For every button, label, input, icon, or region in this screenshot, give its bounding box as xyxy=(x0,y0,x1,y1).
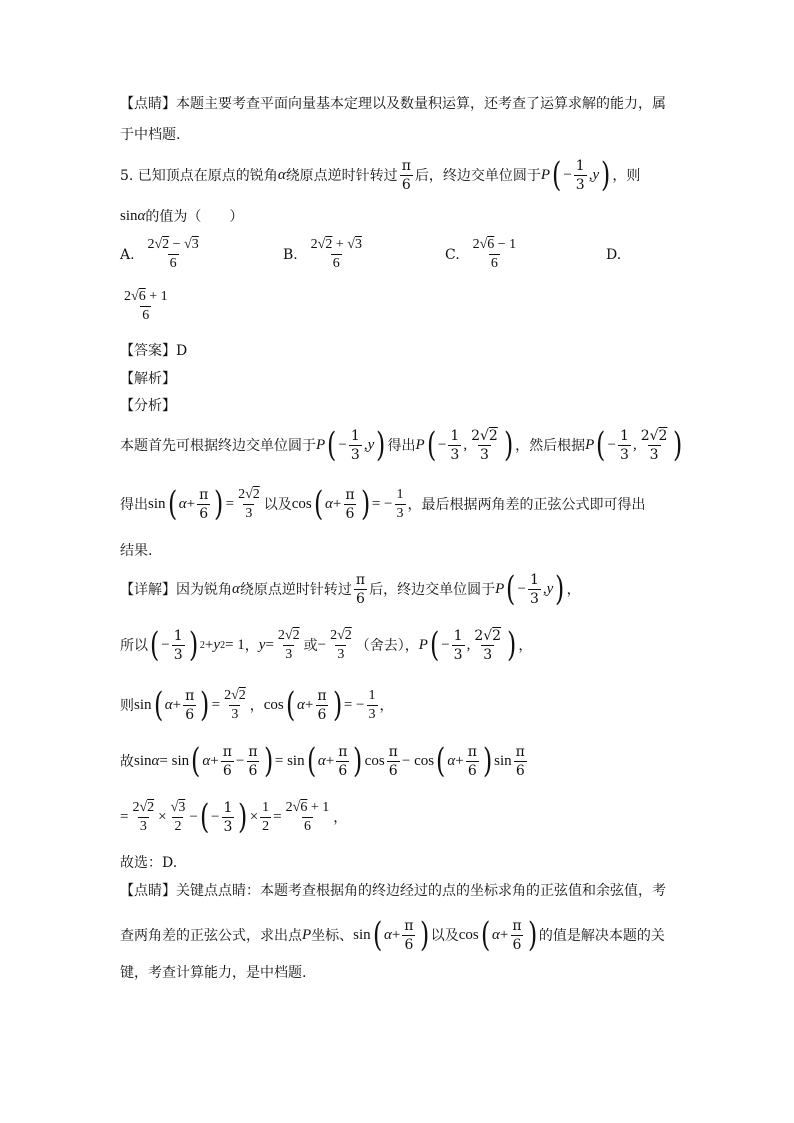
answer-line: 【答案】D xyxy=(120,343,188,359)
detail-conclusion: 故选：D. xyxy=(120,855,178,871)
option-c: C. $\frac{2√6 - 1}{6}$ xyxy=(445,237,517,271)
note2-line-2: 查两角差的正弦公式，求出点 P 坐标、 sin ( α + $\frac{\pi}{6}$ ) 以及 cos ( α + $\frac{\pi}{6}$ ) 的值是解决本题的关 xyxy=(120,915,665,955)
detail-line-1: 【详解】因为锐角 α 绕原点逆时针转过 $\frac{\pi}{6}$ 后，终边交单位圆于 P ( − $\frac{1}{3}$ , y ) ， xyxy=(120,569,581,609)
detail-line-3: 则 sin ( α + $\frac{\pi}{6}$ ) = $\frac{2√2}{3}$ ， cos ( α + $\frac{\pi}{6}$ ) = − $\frac{1}{3}$ ， xyxy=(120,685,394,725)
detail-line-2: 所以 ( − $\frac{1}{3}$ ) 2 + y 2 = 1 ， y = $\frac{2√2}{3}$ 或 − $\frac{2√2}{3}$ （舍去）， P ( − $\frac{1}{3}$ , $\frac{2√2}{3}$ ) ， xyxy=(120,625,533,665)
option-a: A. $\frac{2√2 - √3}{6}$ xyxy=(120,237,199,271)
note2-line-1: 【点睛】关键点点睛：本题考查根据角的终边经过的点的坐标求角的正弦值和余弦值，考 xyxy=(120,883,666,899)
question-5-line-2: sin α 的值为（ ） xyxy=(120,207,244,225)
detail-line-4: 故 sin α = sin ( α + $\frac{\pi}{6}$ − $\frac{\pi}{6}$ ) = sin ( α + $\frac{\pi}{6}$ ) cos $\frac{\pi}{6}$ − cos ( α + $\frac{\pi}{6}$ ) sin $\frac{\pi}{6}$ xyxy=(120,741,525,781)
fenxi-heading: 【分析】 xyxy=(120,398,176,414)
note-line-1: 【点睛】本题主要考查平面向量基本定理以及数量积运算，还考查了运算求解的能力，属 xyxy=(120,96,666,112)
question-5-line-1: 5. 已知顶点在原点的锐角 α 绕原点逆时针转过 $\frac{\pi}{6}$ 后，终边交单位圆于 P ( − $\frac{1}{3}$ , y ) ，则 xyxy=(120,155,641,195)
analysis-heading: 【解析】 xyxy=(120,371,176,387)
fenxi-line-3: 结果. xyxy=(120,543,153,559)
option-b: B. $\frac{2√2 + √3}{6}$ xyxy=(283,237,362,271)
fenxi-line-2: 得出 sin ( α + $\frac{\pi}{6}$ ) = $\frac{2√2}{3}$ 以及 cos ( α + $\frac{\pi}{6}$ ) = − $\frac{1}{3}$ ，最后根据两角差的正弦公式即可得出 xyxy=(120,484,646,524)
option-d-value: $\frac{2√6 + 1}{6}$ xyxy=(124,289,168,323)
note-line-2: 于中档题. xyxy=(120,127,181,143)
option-d: D. xyxy=(606,247,622,263)
fenxi-line-1: 本题首先可根据终边交单位圆于 P ( − $\frac{1}{3}$ , y ) 得出 P ( − $\frac{1}{3}$ , $\frac{2√2}{3}$ ) ，然后根据 P ( − $\frac{1}{3}$ , $\frac{2√2}{3}$ ) xyxy=(120,425,683,465)
note2-line-3: 键，考查计算能力，是中档题. xyxy=(120,965,307,981)
detail-line-5: = $\frac{2√2}{3}$ × $\frac{√3}{2}$ − ( − $\frac{1}{3}$ ) × $\frac{1}{2}$ = $\frac{2√6 + 1}{6}$ ， xyxy=(120,797,348,837)
